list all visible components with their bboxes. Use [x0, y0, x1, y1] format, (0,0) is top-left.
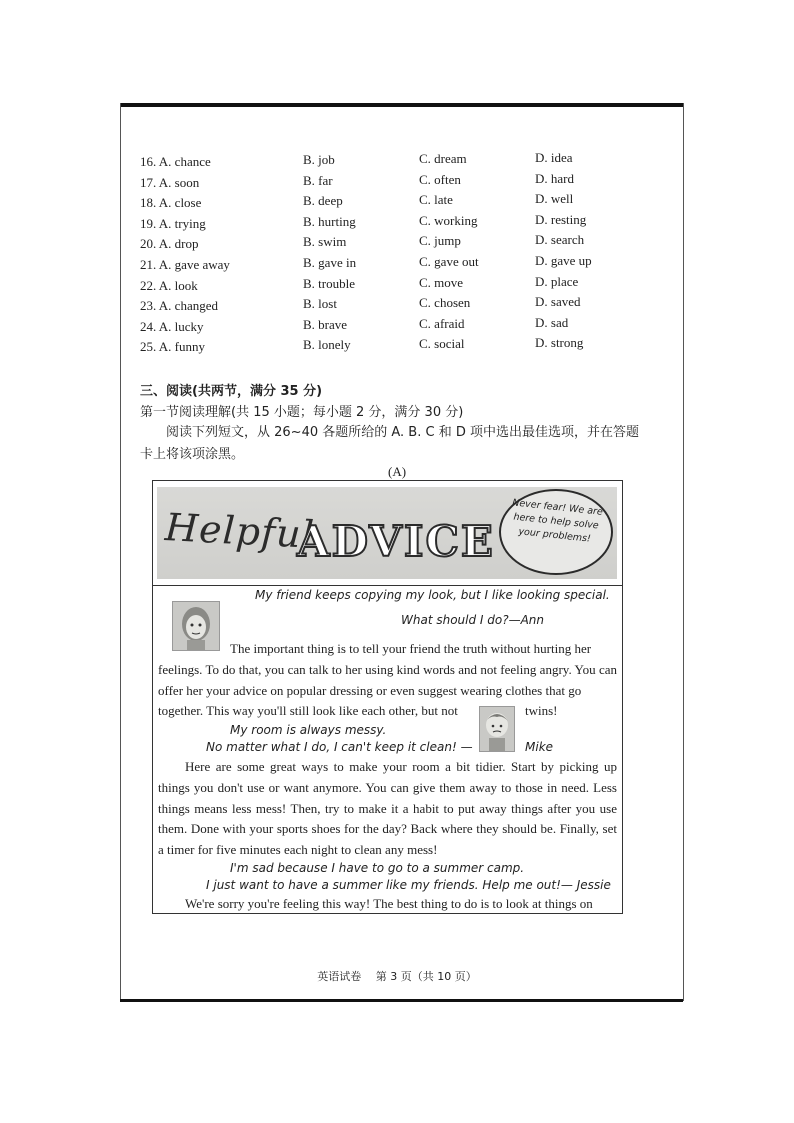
avatar-mike	[479, 706, 515, 752]
option-c: C. chosen	[419, 295, 471, 311]
option-b: B. trouble	[303, 275, 355, 291]
girl-face-icon	[173, 602, 219, 650]
option-a: 19. A. trying	[140, 215, 206, 231]
passage-box	[152, 480, 623, 914]
question-mike-line-1: My room is always messy.	[230, 723, 387, 737]
option-a: 18. A. close	[140, 195, 202, 211]
question-mike-line-2: No matter what I do, I can't keep it clean! —	[206, 740, 473, 754]
option-c: C. late	[419, 192, 453, 208]
instructions-line-2: 卡上将该项涂黑。	[140, 447, 245, 462]
option-row	[140, 152, 610, 173]
option-a: 21. A. gave away	[140, 256, 230, 272]
option-row	[140, 211, 610, 235]
option-row	[140, 234, 610, 255]
option-row	[140, 170, 610, 194]
answer-ann-body: feelings. To do that, you can talk to her using kind words and not feeling angry. You can offer her your advice on popular dressing or even suggest wearing clothes that go	[158, 662, 617, 698]
instructions-line-1: 阅读下列短文，从 26~40 各题所给的 A. B. C 和 D 项中选出最佳选项，并在答题	[166, 425, 639, 440]
answer-options	[140, 152, 610, 358]
answer-ann-last-b: twins!	[525, 703, 558, 718]
answer-ann-last-a: together. This way you'll still look like each other, but not	[158, 703, 458, 718]
speech-bubble	[499, 489, 613, 575]
page-footer: 英语试卷 第 3 页（共 10 页）	[317, 970, 477, 983]
option-b: B. hurting	[303, 213, 356, 229]
question-mike-name: Mike	[525, 740, 554, 754]
banner-helpful-text: Helpful	[163, 505, 316, 557]
section-title: 三、阅读(共两节，满分 35 分)	[140, 384, 323, 399]
option-d: D. hard	[535, 170, 574, 186]
bubble-text: Never fear! We are here to help solve your problems!	[511, 497, 604, 545]
option-c: C. working	[419, 212, 478, 228]
option-a: 22. A. look	[140, 277, 198, 293]
answer-mike: Here are some great ways to make your room a bit tidier. Start by picking up things you don't use or want anymore. You can give them away to those in need. Less things means less mess! Then, try to make it a habit to put away things after you use them. Done with your sports shoes for the day? Back where they should be. Finally, set a timer for five minutes each night to clean any mess!	[158, 759, 617, 858]
banner-advice-text: ADVICE	[297, 517, 495, 566]
option-row	[140, 296, 610, 317]
option-b: B. deep	[303, 193, 343, 209]
option-d: D. gave up	[535, 252, 592, 268]
option-a: 24. A. lucky	[140, 318, 204, 334]
option-d: D. sad	[535, 314, 569, 330]
option-b: B. far	[303, 172, 333, 188]
option-c: C. jump	[419, 233, 461, 249]
option-c: C. afraid	[419, 315, 465, 331]
question-ann-line-2: What should I do?—Ann	[401, 613, 545, 627]
option-c: C. dream	[419, 151, 467, 166]
option-c: C. move	[419, 274, 464, 290]
option-b: B. gave in	[303, 254, 357, 270]
option-row	[140, 252, 610, 276]
option-d: D. resting	[535, 211, 587, 227]
option-a: 20. A. drop	[140, 236, 199, 252]
answer-jessie-start: We're sorry you're feeling this way! The best thing to do is to look at things on	[185, 896, 593, 911]
option-d: D. search	[535, 232, 585, 248]
option-row	[140, 193, 610, 214]
option-a: 25. A. funny	[140, 339, 205, 355]
section-subtitle: 第一节阅读理解(共 15 小题；每小题 2 分，满分 30 分)	[140, 405, 464, 420]
option-d: D. saved	[535, 294, 581, 310]
option-b: B. brave	[303, 316, 348, 332]
option-c: C. often	[419, 171, 461, 187]
option-b: B. lost	[303, 296, 337, 312]
banner-divider	[153, 585, 622, 586]
question-ann-line-1: My friend keeps copying my look, but I like looking special.	[255, 588, 610, 602]
option-c: C. social	[419, 336, 465, 352]
option-d: D. place	[535, 273, 579, 289]
question-jessie-line-1: I'm sad because I have to go to a summer camp.	[230, 861, 525, 875]
helpful-advice-banner	[157, 487, 617, 579]
option-d: D. idea	[535, 150, 573, 165]
avatar-ann	[172, 601, 220, 651]
option-c: C. gave out	[419, 253, 479, 269]
answer-ann-line-1: The important thing is to tell your friend the truth without hurting her	[230, 641, 592, 656]
question-jessie-line-2: I just want to have a summer like my friends. Help me out!— Jessie	[206, 878, 611, 892]
boy-face-icon	[480, 707, 514, 751]
option-d: D. strong	[535, 335, 584, 351]
option-row	[140, 273, 610, 297]
option-a: 23. A. changed	[140, 298, 218, 314]
option-row	[140, 314, 610, 338]
option-a: 17. A. soon	[140, 174, 200, 190]
option-row	[140, 337, 610, 358]
option-b: B. swim	[303, 234, 347, 250]
option-d: D. well	[535, 191, 574, 207]
option-a: 16. A. chance	[140, 154, 211, 169]
option-b: B. lonely	[303, 337, 351, 353]
passage-label: (A)	[388, 464, 407, 479]
option-b: B. job	[303, 152, 335, 167]
bottom-rule	[120, 999, 683, 1002]
